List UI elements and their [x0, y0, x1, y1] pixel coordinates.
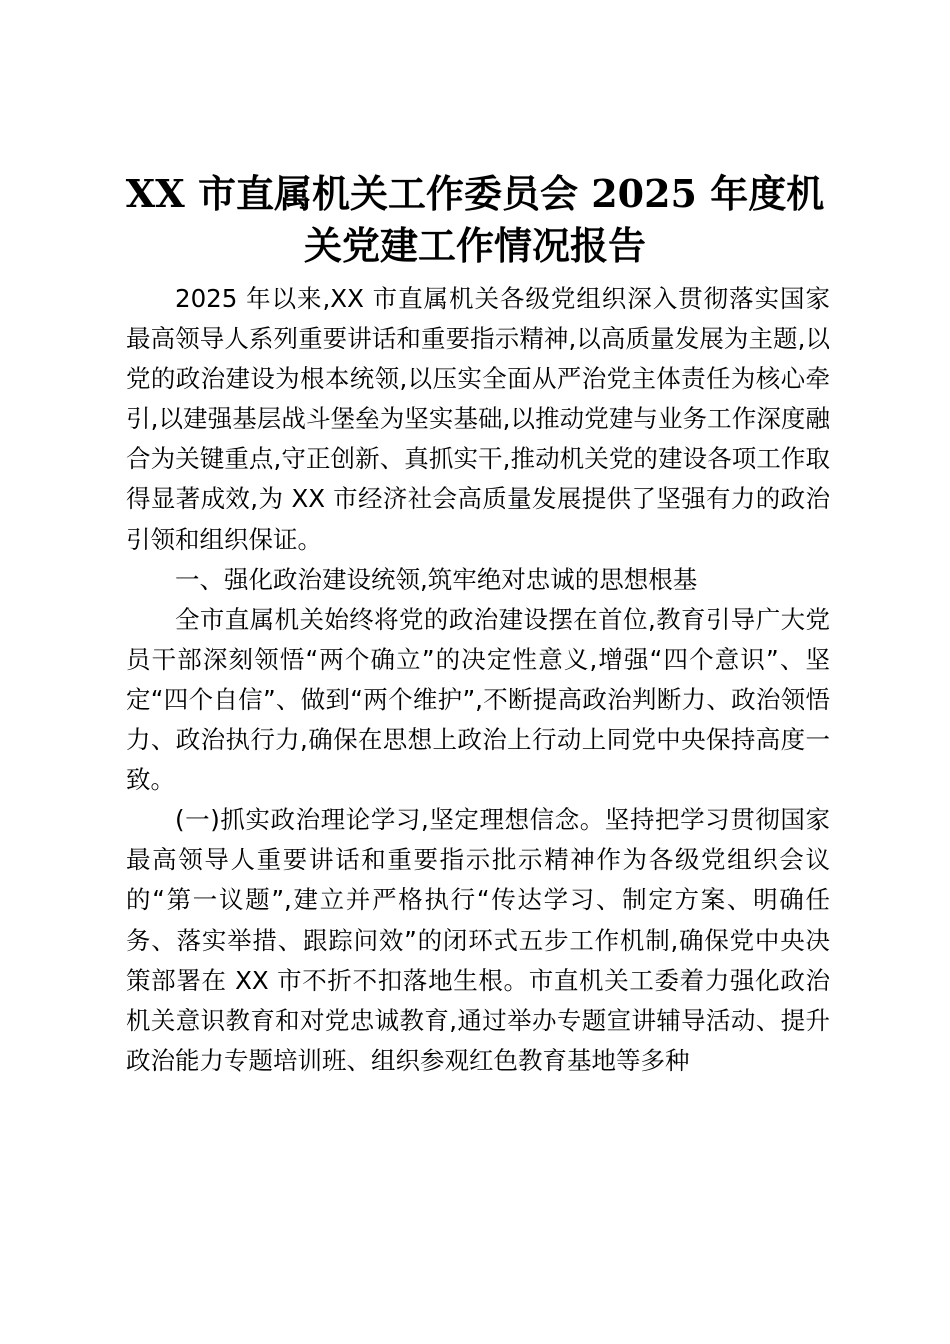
document-body — [126, 279, 830, 1081]
section-heading-1: 一、强化政治建设统领,筑牢绝对忠诚的思想根基 — [175, 564, 698, 594]
document-title — [100, 168, 850, 272]
subsection-1-paragraph: (一)抓实政治理论学习,坚定理想信念。坚持把学习贯彻国家最高领导人重要讲话和重要指示批示精神作为各级党组织会议的“第一议题”,建立并严格执行“传达学习、制定方案、明确任务、落实举措、跟踪问效”的闭环式五步工作机制,确保党中央决策部署在 XX 市不折不扣落地生根。市直机关工委着力强化政治机关意识教育和对党忠诚教育,通过举办专题宣讲辅导活动、提升政治能力专题培训班、组织参观红色教育基地等多种 — [126, 805, 830, 1075]
section-1-paragraph: 全市直属机关始终将党的政治建设摆在首位,教育引导广大党员干部深刻领悟“两个确立”的决定性意义,增强“四个意识”、坚定“四个自信”、做到“两个维护”,不断提高政治判断力、政治领悟力、政治执行力,确保在思想上政治上行动上同党中央保持高度一致。 — [126, 604, 830, 795]
title-line-2: 关党建工作情况报告 — [303, 223, 646, 268]
title-line-1: XX 市直属机关工作委员会 2025 年度机 — [125, 171, 825, 216]
intro-paragraph: 2025 年以来,XX 市直属机关各级党组织深入贯彻落实国家最高领导人系列重要讲话和重要指示精神,以高质量发展为主题,以党的政治建设为根本统领,以压实全面从严治党主体责任为核心牵引,以建强基层战斗堡垒为坚实基础,以推动党建与业务工作深度融合为关键重点,守正创新、真抓实干,推动机关党的建设各项工作取得显著成效,为 XX 市经济社会高质量发展提供了坚强有力的政治引领和组织保证。 — [126, 284, 830, 554]
